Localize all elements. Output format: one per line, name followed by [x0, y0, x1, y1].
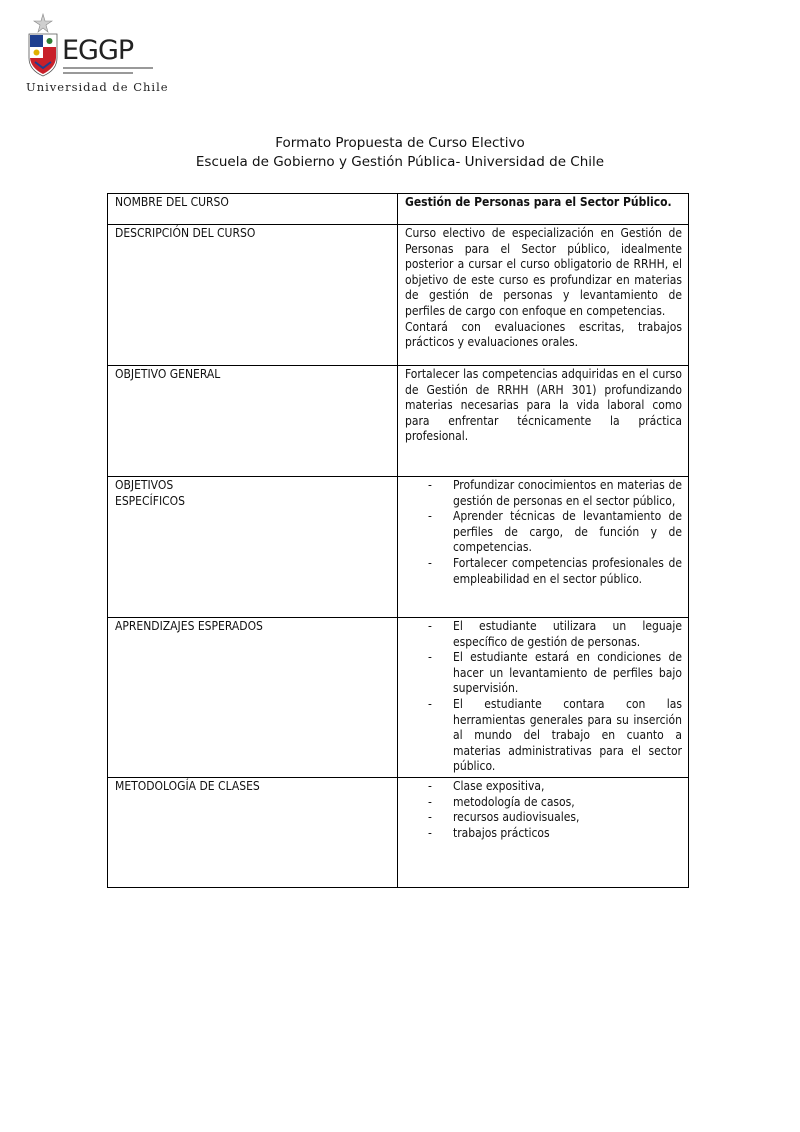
- document-subtitle: Escuela de Gobierno y Gestión Pública- Universidad de Chile: [195, 154, 605, 170]
- specific-objectives-cell: [398, 477, 689, 618]
- bullet-dash: -: [428, 794, 432, 809]
- row-label-line: OBJETIVOS: [115, 478, 174, 492]
- row-label: [108, 477, 398, 618]
- bullet-dash: -: [428, 509, 432, 524]
- table-row-methodology: [108, 777, 689, 887]
- row-label-line: ESPECÍFICOS: [115, 493, 186, 508]
- row-label: APRENDIZAJES ESPERADOS: [108, 618, 398, 778]
- course-proposal-table: [107, 193, 689, 888]
- list-item-text: metodología de casos,: [453, 794, 575, 809]
- list-item: [405, 619, 682, 650]
- list-item-text: Fortalecer competencias profesionales de empleabilidad en el sector público.: [453, 555, 682, 586]
- document-title: Formato Propuesta de Curso Electivo: [275, 135, 525, 151]
- list-item: [405, 478, 682, 509]
- logo-acronym: EGGP: [62, 35, 134, 66]
- bullet-dash: -: [428, 555, 432, 570]
- row-label: OBJETIVO GENERAL: [108, 366, 398, 477]
- general-objective-value: Fortalecer las competencias adquiridas en el curso de Gestión de RRHH (ARH 301) profundizando materias necesarias para la vida laboral como para enfrentar técnicamente la práctica profesional.: [398, 366, 689, 477]
- description-cell: [398, 225, 689, 366]
- list-item: [405, 810, 682, 826]
- logo-tagline-lines: [63, 66, 155, 78]
- methodology-cell: [398, 777, 689, 887]
- list-item: [405, 795, 682, 811]
- bullet-list: [405, 478, 682, 587]
- bullet-dash: -: [428, 696, 432, 711]
- list-item-text: trabajos prácticos: [453, 825, 550, 840]
- list-item-text: Clase expositiva,: [453, 778, 545, 793]
- list-item: [405, 779, 682, 795]
- list-item: [405, 650, 682, 697]
- list-item: [405, 509, 682, 556]
- university-shield-icon: [26, 12, 60, 78]
- table-row-general-objective: [108, 366, 689, 477]
- list-item-text: El estudiante contara con las herramientas generales para su inserción al mundo del trabajo en cuanto a materias administrativas para el sector público.: [453, 696, 682, 774]
- bullet-dash: -: [428, 619, 432, 633]
- list-item-text: Profundizar conocimientos en materias de gestión de personas en el sector público,: [453, 478, 682, 508]
- description-paragraph: Contará con evaluaciones escritas, trabajos prácticos y evaluaciones orales.: [405, 319, 682, 350]
- list-item-text: El estudiante utilizara un leguaje específico de gestión de personas.: [453, 619, 682, 649]
- list-item: [405, 556, 682, 587]
- row-label: METODOLOGÍA DE CLASES: [108, 777, 398, 887]
- row-label: DESCRIPCIÓN DEL CURSO: [108, 225, 398, 366]
- table-row-expected-learning: [108, 618, 689, 778]
- logo: [26, 12, 169, 94]
- bullet-list: [405, 619, 682, 775]
- logo-university-name: Universidad de Chile: [26, 80, 169, 94]
- course-name-value: Gestión de Personas para el Sector Público.: [398, 194, 689, 225]
- list-item-text: Aprender técnicas de levantamiento de perfiles de cargo, de función y de competencias.: [453, 509, 682, 555]
- list-item: [405, 697, 682, 775]
- list-item: [405, 826, 682, 842]
- list-item-text: recursos audiovisuales,: [453, 810, 580, 825]
- bullet-dash: -: [428, 825, 432, 840]
- list-item-text: El estudiante estará en condiciones de hacer un levantamiento de perfiles bajo supervisión.: [453, 650, 682, 696]
- bullet-dash: -: [428, 478, 432, 492]
- table-row-description: [108, 225, 689, 366]
- bullet-dash: -: [428, 650, 432, 665]
- description-paragraph: Curso electivo de especialización en Gestión de Personas para el Sector público, idealmente posterior a cursar el curso obligatorio de RRHH, el objetivo de este curso es profundizar en materias de gestión de personas y levantamiento de perfiles de cargo con enfoque en competencias.: [405, 226, 682, 318]
- bullet-dash: -: [428, 778, 432, 793]
- expected-learning-cell: [398, 618, 689, 778]
- bullet-dash: -: [428, 810, 432, 825]
- bullet-list: [405, 779, 682, 841]
- table-row-course-name: [108, 194, 689, 225]
- row-label: NOMBRE DEL CURSO: [108, 194, 398, 225]
- document-header: [0, 134, 800, 172]
- table-row-specific-objectives: [108, 477, 689, 618]
